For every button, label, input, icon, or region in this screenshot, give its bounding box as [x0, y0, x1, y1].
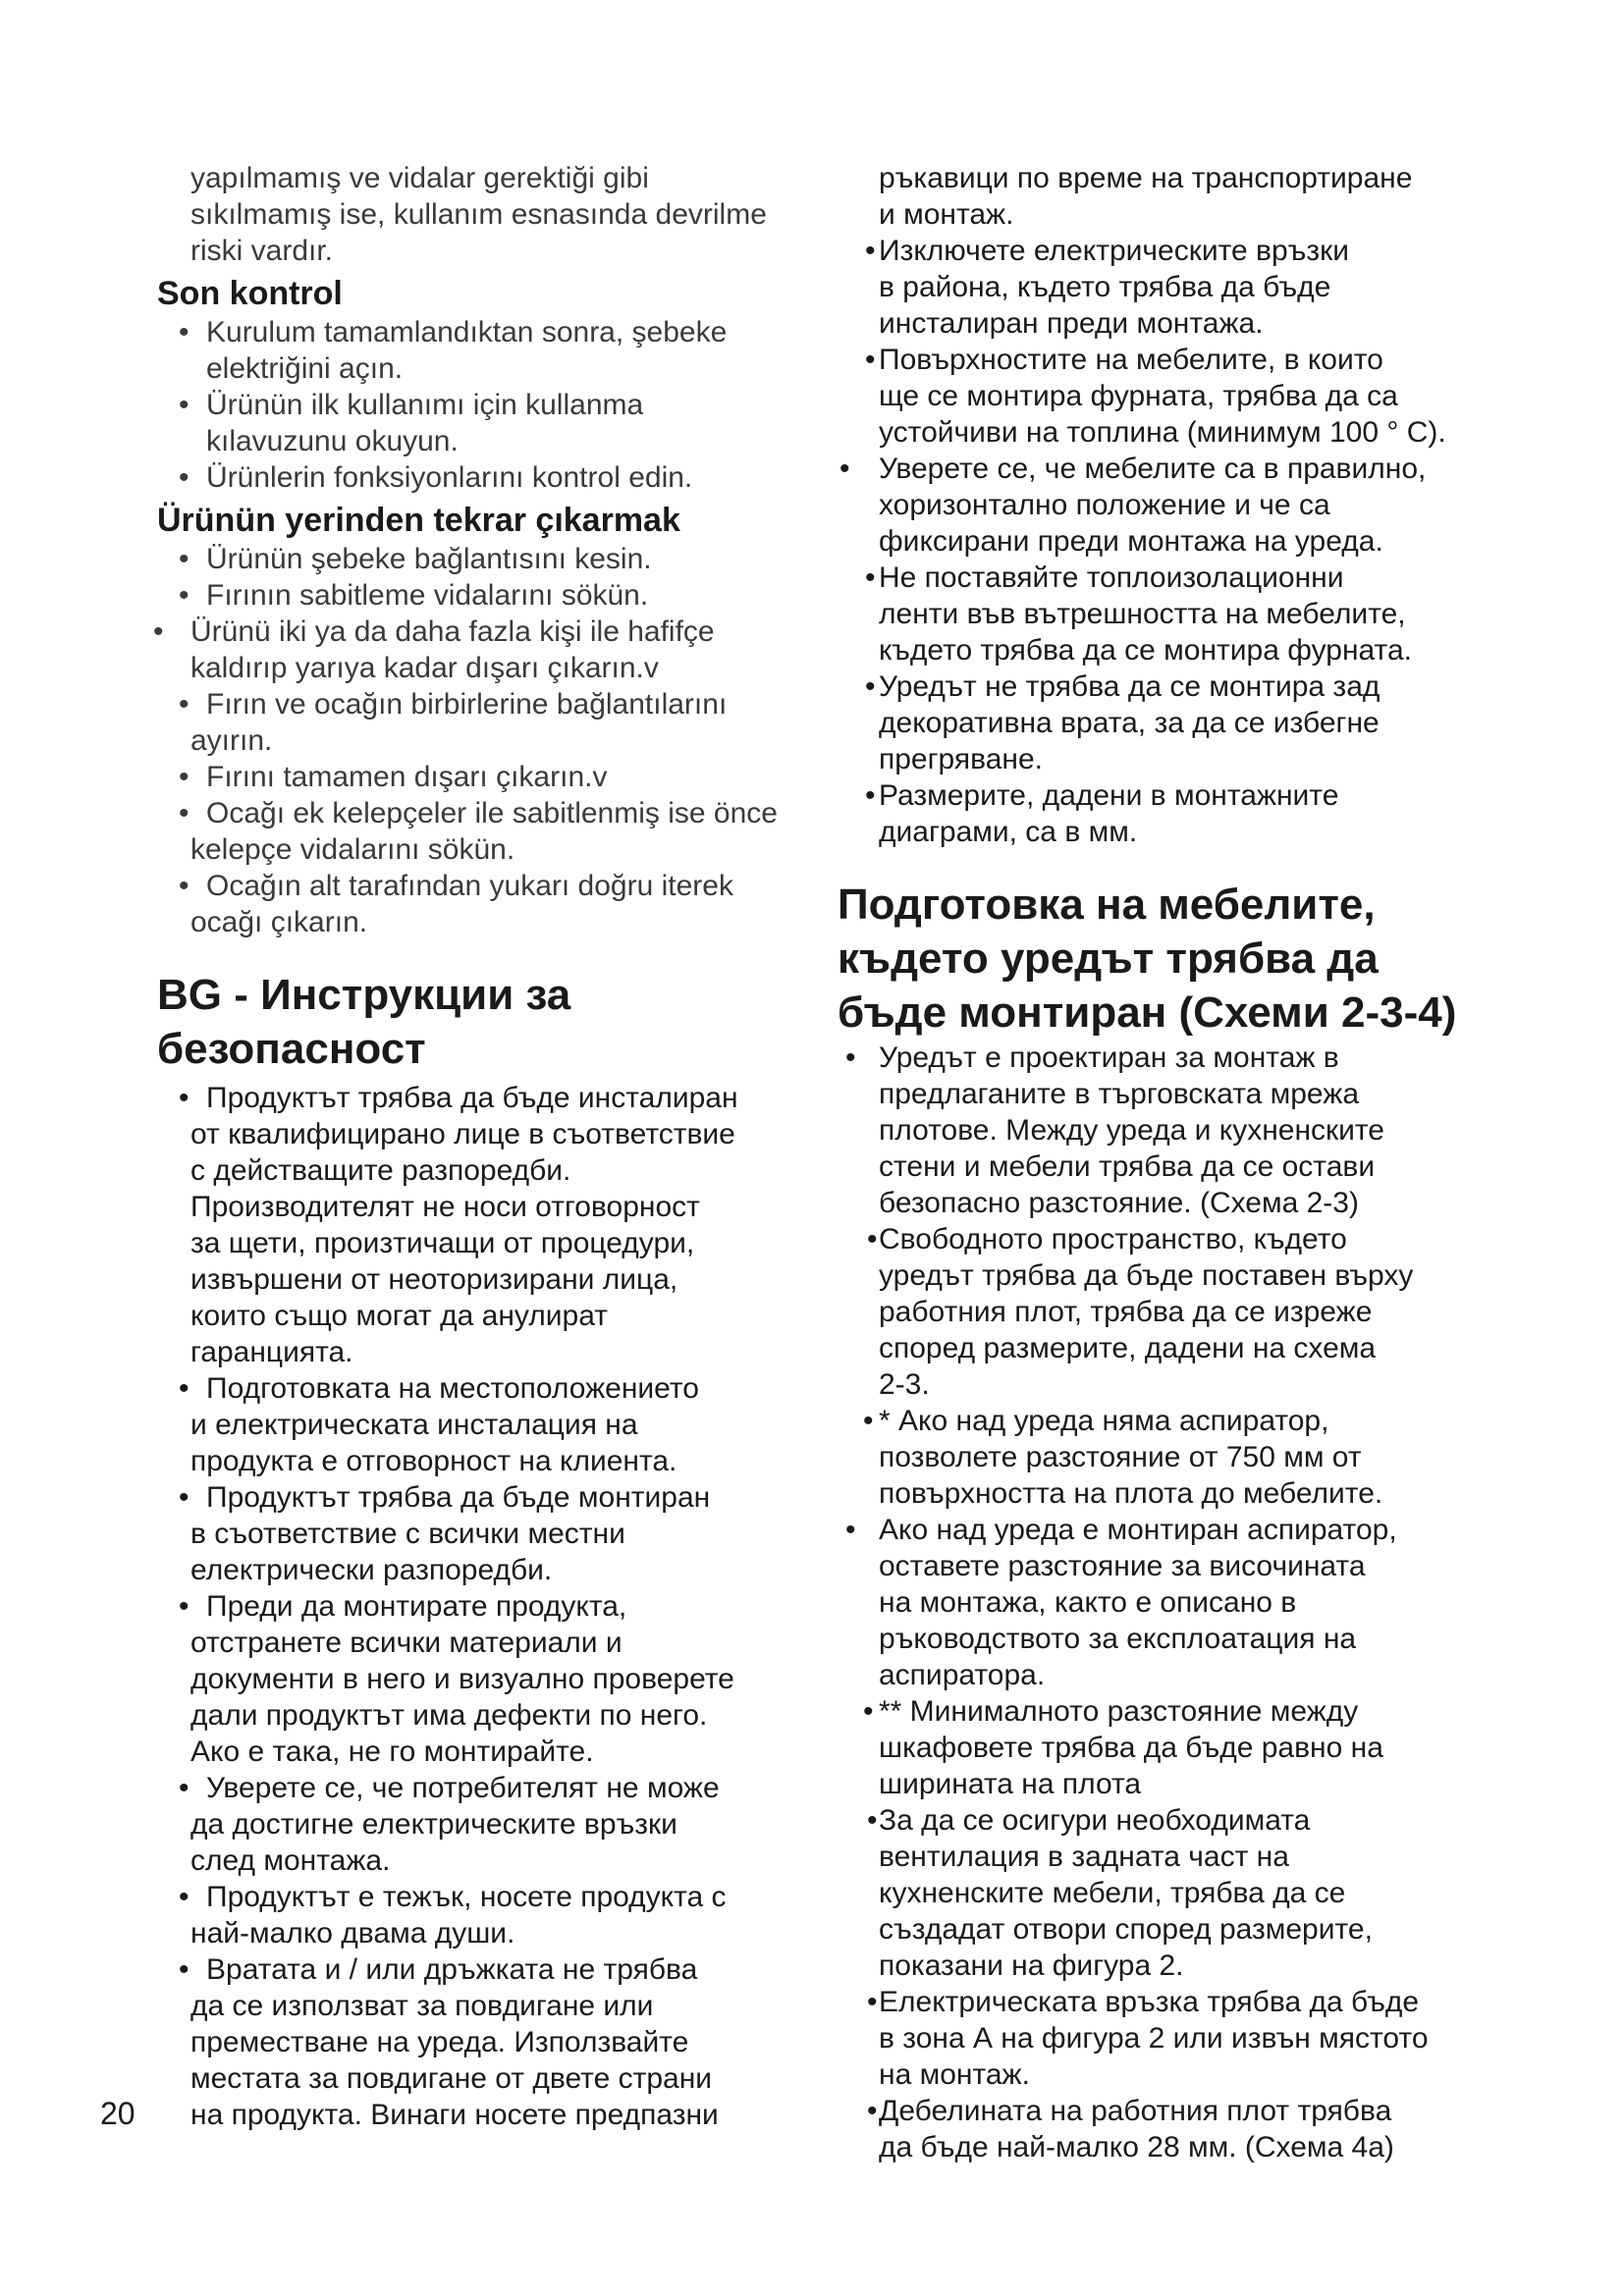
list-item	[839, 1221, 1507, 1403]
list-item	[157, 1479, 815, 1588]
list-item-line: според размерите, дадени на схема	[879, 1332, 1377, 1364]
bullet-icon: •	[179, 316, 189, 348]
list-item-line: Fırının sabitleme vidalarını sökün.	[206, 579, 649, 612]
bullet-icon: •	[865, 779, 876, 812]
bullet-icon: •	[867, 2095, 878, 2127]
list-item-line: да бъде най-малко 28 мм. (Схема 4а)	[879, 2131, 1394, 2163]
list-item-line: Производителят не носи отговорност	[190, 1191, 700, 1223]
list-item-line: ще се монтира фурната, трябва да са	[879, 380, 1398, 412]
list-item-line: Ürünü iki ya da daha fazla kişi ile hafifçe	[190, 615, 715, 648]
list-item-line: оставете разстояние за височината	[879, 1550, 1366, 1582]
list-item-line: електрически разпоредби.	[190, 1554, 553, 1586]
list-item	[157, 541, 815, 577]
list-item-line: ocağı çıkarın.	[190, 906, 368, 938]
list-item	[839, 560, 1507, 668]
list-item-line: на монтаж.	[879, 2058, 1030, 2091]
bullet-icon: •	[153, 615, 164, 648]
list-item-line: работния плот, трябва да се изреже	[879, 1296, 1373, 1328]
tr-intro	[157, 160, 815, 269]
list-item-line: документи в него и визуално проверете	[190, 1663, 734, 1695]
list-item	[157, 1951, 815, 2133]
list-item-line: Повърхностите на мебелите, в които	[879, 344, 1383, 376]
bullet-icon: •	[179, 1953, 189, 1986]
list-item-line: създадат отвори според размерите,	[879, 1913, 1373, 1946]
removal-list	[153, 541, 815, 940]
list-item-line: Ürünün ilk kullanımı için kullanma	[206, 389, 644, 421]
list-item-line: Уредът не трябва да се монтира зад	[879, 670, 1380, 703]
list-item-line: позволете разстояние от 750 мм от	[879, 1441, 1362, 1473]
continued-text	[839, 160, 1507, 233]
list-item	[157, 868, 815, 940]
tr-intro-line: riski vardır.	[190, 235, 334, 267]
list-item-line: ширината на плота	[879, 1768, 1142, 1800]
list-item-line: които също могат да анулират	[190, 1300, 608, 1332]
bullet-icon: •	[179, 1881, 189, 1913]
list-item-line: Ако над уреда е монтиран аспиратор,	[879, 1514, 1397, 1546]
list-item-line: извършени от неоторизирани лица,	[190, 1263, 678, 1296]
bg-safety-heading: BG - Инструкции за	[157, 971, 571, 1019]
son-kontrol-heading: Son kontrol	[157, 275, 343, 312]
list-item	[839, 1802, 1507, 1984]
list-item-line: вентилация в задната част на	[879, 1841, 1289, 1873]
list-item-line: отстранете всички материали и	[190, 1627, 623, 1659]
list-item	[839, 1040, 1507, 1221]
list-item-line: в зона А на фигура 2 или извън мястото	[879, 2022, 1429, 2055]
right-column	[839, 160, 1507, 2165]
list-item-line: * Ако над уреда няма аспиратор,	[879, 1405, 1329, 1437]
list-item-line: местата за повдигане от двете страни	[190, 2062, 713, 2095]
list-item	[839, 1984, 1507, 2093]
list-item-line: Преди да монтирате продукта,	[206, 1590, 627, 1623]
bullet-icon: •	[179, 579, 189, 612]
requirements-list	[839, 233, 1507, 850]
list-item-line: ** Минималното разстояние между	[879, 1695, 1359, 1728]
bullet-icon: •	[845, 1041, 856, 1074]
bullet-icon: •	[839, 453, 850, 485]
list-item-line: Ürünün şebeke bağlantısını kesin.	[206, 543, 652, 575]
list-item-line: Уверете се, че потребителят не може	[206, 1772, 720, 1804]
list-item	[153, 614, 815, 686]
list-item	[157, 1879, 815, 1951]
list-item	[839, 1403, 1507, 1512]
list-item-line: най-малко двама души.	[190, 1917, 515, 1949]
bullet-icon: •	[863, 1405, 874, 1437]
tr-intro-line: yapılmamış ve vidalar gerektiği gibi	[190, 162, 649, 194]
list-item-line: диаграми, са в мм.	[879, 816, 1138, 848]
list-item	[157, 1770, 815, 1879]
bullet-icon: •	[179, 761, 189, 793]
list-item-line: 2-3.	[879, 1368, 930, 1401]
bullet-icon: •	[179, 1372, 189, 1405]
list-item-line: Уверете се, че мебелите са в правилно,	[879, 453, 1427, 485]
furniture-prep-list	[839, 1040, 1507, 2165]
list-item-line: ленти във вътрешността на мебелите,	[879, 598, 1406, 630]
list-item-line: шкафовете трябва да бъде равно на	[879, 1732, 1383, 1764]
list-item-line: kelepçe vidalarını sökün.	[190, 833, 515, 866]
list-item-line: гаранцията.	[190, 1336, 353, 1368]
bullet-icon: •	[865, 344, 876, 376]
bullet-icon: •	[867, 1223, 878, 1255]
bullet-icon: •	[179, 870, 189, 902]
bullet-icon: •	[179, 543, 189, 575]
list-item	[157, 795, 815, 868]
list-item-line: хоризонтално положение и че са	[879, 489, 1330, 521]
list-item	[839, 451, 1507, 560]
list-item-line: Свободното пространство, където	[879, 1223, 1347, 1255]
list-item-line: където трябва да се монтира фурната.	[879, 634, 1412, 667]
list-item-line: Не поставяйте топлоизолационни	[879, 561, 1344, 594]
bg-safety-list	[157, 1080, 815, 2133]
bullet-icon: •	[179, 1082, 189, 1114]
bullet-icon: •	[179, 797, 189, 829]
list-item-line: дали продуктът има дефекти по него.	[190, 1699, 708, 1732]
furniture-prep-heading-line3: бъде монтиран (Схеми 2-3-4)	[838, 988, 1457, 1037]
list-item	[839, 342, 1507, 451]
list-item-line: Ocağın alt tarafından yukarı doğru iterek	[206, 870, 733, 902]
list-item-line: Изключете електрическите връзки	[879, 235, 1350, 267]
bullet-icon: •	[863, 1695, 874, 1728]
list-item-line: kılavuzunu okuyun.	[206, 425, 459, 457]
list-item-line: Ürünlerin fonksiyonlarını kontrol edin.	[206, 461, 693, 494]
list-item-line: Подготовката на местоположението	[206, 1372, 699, 1405]
list-item-line: Продуктът трябва да бъде монтиран	[206, 1481, 711, 1514]
list-item	[157, 387, 815, 459]
bullet-icon: •	[179, 1772, 189, 1804]
list-item-line: инсталиран преди монтажа.	[879, 307, 1264, 340]
bullet-icon: •	[845, 1514, 856, 1546]
list-item	[157, 1370, 815, 1479]
page-number: 20	[100, 2096, 135, 2131]
list-item-line: Ocağı ek kelepçeler ile sabitlenmiş ise önce	[206, 797, 778, 829]
list-item-line: безопасно разстояние. (Схема 2-3)	[879, 1187, 1359, 1219]
bullet-icon: •	[179, 389, 189, 421]
continued-line: и монтаж.	[879, 198, 1014, 231]
list-item	[839, 777, 1507, 850]
list-item	[157, 686, 815, 759]
list-item-line: кухненските мебели, трябва да се	[879, 1877, 1346, 1909]
list-item-line: Размерите, дадени в монтажните	[879, 779, 1339, 812]
bullet-icon: •	[179, 461, 189, 494]
list-item-line: за щети, произтичащи от процедури,	[190, 1227, 695, 1259]
list-item-line: показани на фигура 2.	[879, 1949, 1184, 1982]
list-item-line: и електрическата инсталация на	[190, 1409, 638, 1441]
list-item	[839, 1512, 1507, 1693]
bullet-icon: •	[867, 1804, 878, 1837]
list-item-line: декоративна врата, за да се избегне	[879, 707, 1380, 739]
furniture-prep-heading-line2: където уредът трябва да	[838, 934, 1379, 983]
continued-line: ръкавици по време на транспортиране	[879, 162, 1413, 194]
list-item-line: на монтажа, както е описано в	[879, 1586, 1297, 1619]
list-item	[157, 759, 815, 795]
bullet-icon: •	[179, 1481, 189, 1514]
bg-safety-heading-line2: безопасност	[157, 1025, 426, 1073]
list-item-line: Електрическата връзка трябва да бъде	[879, 1986, 1420, 2018]
list-item-line: в района, където трябва да бъде	[879, 271, 1331, 303]
list-item-line: след монтажа.	[190, 1844, 391, 1877]
list-item-line: Уредът е проектиран за монтаж в	[879, 1041, 1339, 1074]
bullet-icon: •	[865, 235, 876, 267]
list-item-line: kaldırıp yarıya kadar dışarı çıkarın.v	[190, 652, 659, 684]
list-item-line: фиксирани преди монтажа на уреда.	[879, 525, 1383, 558]
list-item	[157, 1588, 815, 1770]
tr-intro-line: sıkılmamış ise, kullanım esnasında devrilme	[190, 198, 767, 231]
list-item-line: аспиратора.	[879, 1659, 1046, 1691]
bullet-icon: •	[179, 688, 189, 721]
list-item	[157, 314, 815, 387]
list-item	[157, 459, 815, 496]
list-item-line: предлаганите в търговската мрежа	[879, 1078, 1360, 1110]
list-item	[839, 1693, 1507, 1802]
list-item-line: Продуктът трябва да бъде инсталиран	[206, 1082, 738, 1114]
list-item-line: да се използват за повдигане или	[190, 1990, 654, 2022]
list-item-line: Вратата и / или дръжката не трябва	[206, 1953, 698, 1986]
left-column	[153, 160, 815, 2133]
list-item-line: устойчиви на топлина (минимум 100 ° C).	[879, 416, 1446, 449]
list-item-line: elektriğini açın.	[206, 352, 404, 385]
list-item-line: Продуктът е тежък, носете продукта с	[206, 1881, 727, 1913]
list-item-line: За да се осигури необходимата	[879, 1804, 1311, 1837]
list-item-line: повърхността на плота до мебелите.	[879, 1477, 1383, 1510]
list-item-line: с действащите разпоредби.	[190, 1154, 571, 1187]
list-item	[157, 577, 815, 614]
list-item	[157, 1080, 815, 1370]
bullet-icon: •	[867, 1986, 878, 2018]
bullet-icon: •	[179, 1590, 189, 1623]
furniture-prep-heading: Подготовка на мебелите,	[838, 881, 1376, 929]
list-item-line: продукта е отговорност на клиента.	[190, 1445, 677, 1477]
list-item-line: на продукта. Винаги носете предпазни	[190, 2099, 719, 2131]
list-item-line: Fırın ve ocağın birbirlerine bağlantılarını	[206, 688, 728, 721]
list-item	[839, 668, 1507, 777]
list-item-line: уредът трябва да бъде поставен върху	[879, 1259, 1414, 1292]
list-item-line: плотове. Между уреда и кухненските	[879, 1114, 1384, 1147]
list-item-line: ayırın.	[190, 724, 273, 757]
list-item-line: в съответствие с всички местни	[190, 1518, 625, 1550]
removal-heading: Ürünün yerinden tekrar çıkarmak	[157, 502, 680, 539]
bullet-icon: •	[865, 561, 876, 594]
list-item-line: Ако е така, не го монтирайте.	[190, 1735, 594, 1768]
list-item-line: прегряване.	[879, 743, 1044, 775]
list-item-line: преместване на уреда. Използвайте	[190, 2026, 689, 2058]
son-kontrol-list	[157, 314, 815, 496]
list-item-line: да достигне електрическите връзки	[190, 1808, 677, 1841]
list-item	[839, 2093, 1507, 2165]
list-item-line: ръководството за експлоатация на	[879, 1623, 1357, 1655]
list-item-line: Kurulum tamamlandıktan sonra, şebeke	[206, 316, 728, 348]
list-item	[839, 233, 1507, 342]
list-item-line: от квалифицирано лице в съответствие	[190, 1118, 735, 1150]
bullet-icon: •	[865, 670, 876, 703]
list-item-line: стени и мебели трябва да се остави	[879, 1150, 1376, 1183]
list-item-line: Дебелината на работния плот трябва	[879, 2095, 1392, 2127]
list-item-line: Fırını tamamen dışarı çıkarın.v	[206, 761, 608, 793]
